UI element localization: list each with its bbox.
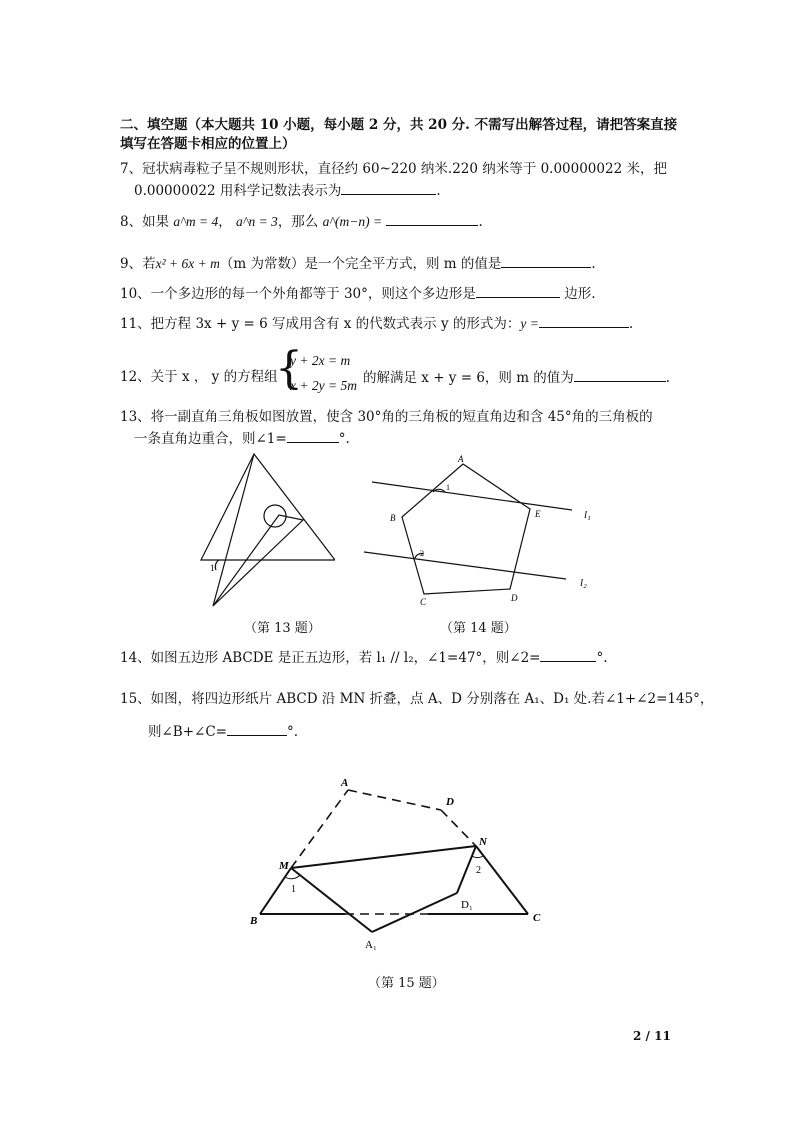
svg-text:l₁: l₁: [584, 509, 591, 521]
question-11: 11、把方程 3x + y = 6 写成用含有 x 的代数式表示 y 的形式为：y = .: [120, 316, 634, 332]
q8-eq2: a^n = 3: [236, 214, 278, 229]
svg-text:1: 1: [446, 483, 450, 492]
question-10: 10、一个多边形的每一个外角都等于 30°，则这个多边形是 边形.: [120, 286, 596, 302]
section-header-line2: 填写在答题卡相应的位置上）: [120, 136, 296, 152]
page-number: 2 / 11: [633, 1029, 671, 1043]
system-brace: {: [275, 343, 303, 394]
answer-blank-7: [341, 181, 436, 195]
q8-eq1: a^m = 4: [173, 214, 219, 229]
svg-text:D₁: D₁: [461, 899, 473, 911]
caption-15: （第 15 题）: [368, 976, 445, 991]
line-l1: [372, 482, 572, 510]
folded-edge-ma: [291, 790, 348, 868]
answer-blank-13: [287, 429, 339, 443]
fold-line-mn: [291, 846, 476, 868]
q12-eqA: y + 2x = m: [290, 353, 351, 368]
q8-eq3: a^(m−n) =: [322, 214, 383, 229]
answer-blank-8: [386, 212, 478, 226]
question-7-line2: 0.00000022 用科学记数法表示为 .: [134, 183, 441, 199]
question-13-line2: 一条直角边重合，则∠1= °.: [134, 431, 350, 447]
question-7-line1: 7、冠状病毒粒子呈不规则形状，直径约 60~220 纳米.220 纳米等于 0.00000022 米，把: [120, 161, 667, 177]
question-14: 14、如图五边形 ABCDE 是正五边形，若 l₁ // l₂，∠1=47°，则∠2= °.: [120, 650, 608, 666]
answer-blank-14: [540, 648, 596, 662]
q9-expr: x² + 6x + m: [155, 256, 220, 271]
line-l2: [364, 552, 566, 579]
figure-15: [245, 770, 550, 955]
answer-blank-12: [574, 368, 666, 382]
caption-14: （第 14 题）: [440, 621, 517, 636]
svg-text:1: 1: [291, 884, 296, 895]
answer-blank-9: [501, 254, 591, 268]
fig13-label-1: 1: [210, 563, 215, 573]
question-15-line2: 则∠B+∠C= °.: [148, 724, 299, 740]
svg-text:M: M: [279, 860, 289, 872]
svg-text:A₁: A₁: [365, 939, 377, 951]
question-8: 8、如果 a^m = 4， a^n = 3，那么 a^(m−n) = .: [120, 214, 483, 230]
question-9: 9、若x² + 6x + m（m 为常数）是一个完全平方式，则 m 的值是 .: [120, 256, 596, 272]
svg-text:2: 2: [420, 549, 424, 558]
svg-text:2: 2: [476, 865, 481, 876]
answer-blank-10: [476, 284, 560, 298]
q12-eqB: x + 2y = 5m: [290, 378, 357, 393]
question-7-text: 0.00000022 用科学记数法表示为: [134, 183, 342, 199]
svg-text:D: D: [511, 593, 518, 603]
question-13-line1: 13、将一副直角三角板如图放置，使含 30°角的三角板的短直角边和含 45°角的三角板的: [120, 409, 653, 425]
svg-text:l₂: l₂: [580, 577, 587, 589]
svg-text:C: C: [533, 912, 541, 924]
question-12-suffix: 的解满足 x + y = 6，则 m 的值为 .: [363, 370, 671, 386]
figure-13: [195, 450, 335, 612]
section-header-line1: 二、填空题（本大题共 10 小题，每小题 2 分，共 20 分. 不需写出解答过程，请把答案直接: [120, 117, 678, 133]
figure-14: [360, 452, 600, 612]
question-12-prefix: 12、关于 x ， y 的方程组: [120, 369, 278, 385]
svg-text:A: A: [341, 777, 349, 789]
caption-13: （第 13 题）: [244, 621, 321, 636]
answer-blank-15: [227, 722, 287, 736]
svg-text:A: A: [458, 454, 464, 464]
svg-text:C: C: [420, 597, 427, 607]
svg-text:B: B: [390, 513, 396, 523]
question-15-line1: 15、如图，将四边形纸片 ABCD 沿 MN 折叠，点 A、D 分别落在 A₁、D₁ 处.若∠1+∠2=145°，: [120, 691, 714, 707]
svg-text:B: B: [250, 915, 258, 927]
answer-blank-11: [539, 314, 629, 328]
svg-text:E: E: [535, 509, 541, 519]
svg-text:D: D: [446, 796, 454, 808]
svg-text:N: N: [479, 836, 487, 848]
pentagon-abcde: [402, 464, 530, 594]
